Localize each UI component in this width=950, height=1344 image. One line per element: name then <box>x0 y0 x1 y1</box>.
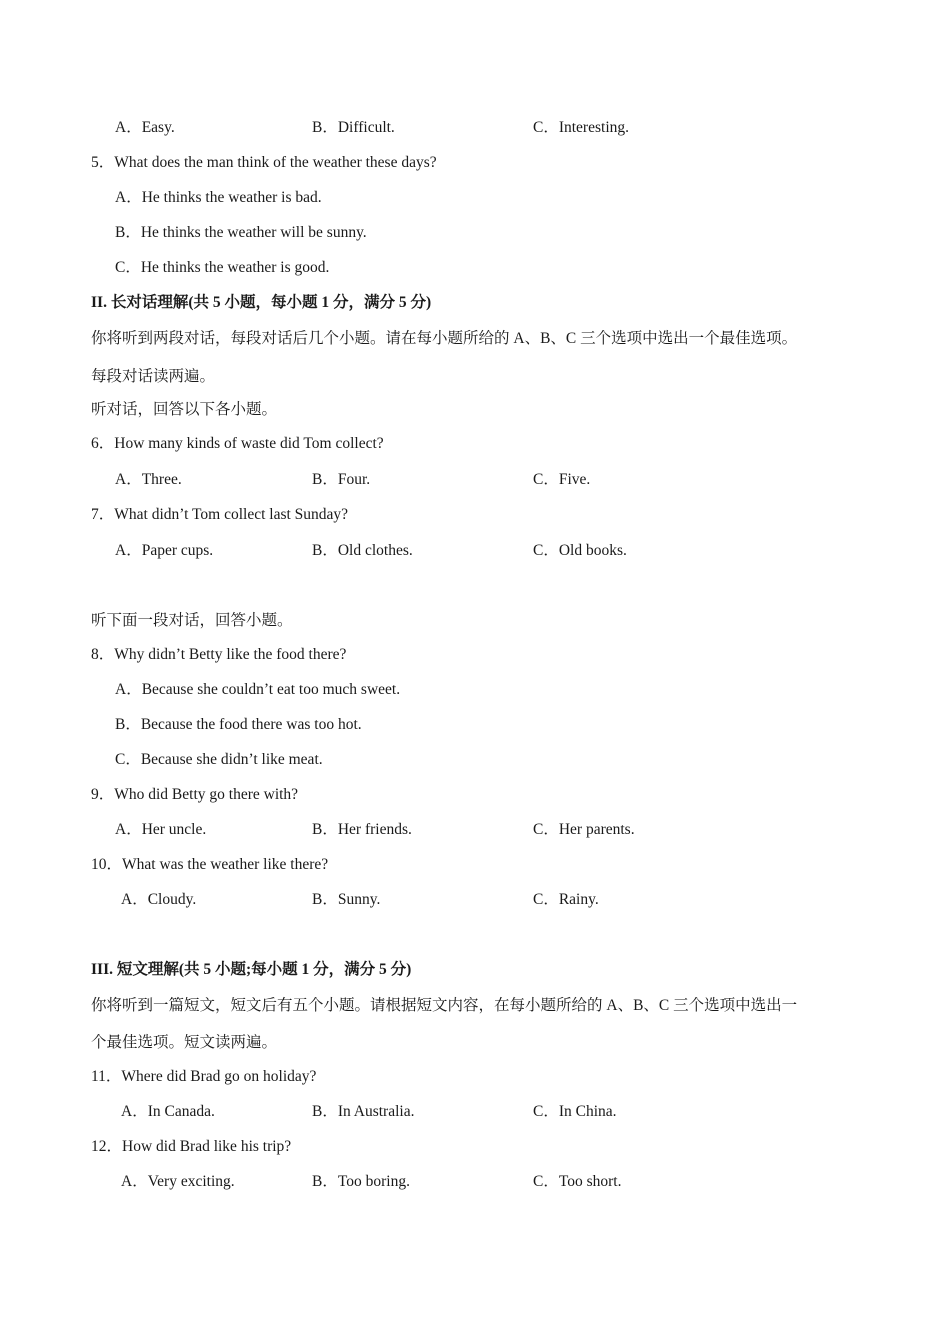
q7-option-a: A．Paper cups. <box>115 542 214 559</box>
q6-option-c: C．Five. <box>533 471 591 488</box>
q5-question: 5．What does the man think of the weather these days? <box>91 154 437 171</box>
section2-heading: II. 长对话理解(共 5 小题，每小题 1 分，满分 5 分) <box>91 294 432 311</box>
section3-instruction-line1: 你将听到一篇短文，短文后有五个小题。请根据短文内容，在每小题所给的 A、B、C 三个选项中选出一 <box>91 997 798 1014</box>
q6-question: 6．How many kinds of waste did Tom collect? <box>91 435 384 452</box>
section3-instruction-line2: 个最佳选项。短文读两遍。 <box>91 1034 278 1051</box>
q10-option-c: C．Rainy. <box>533 891 599 908</box>
q4-option-a: A．Easy. <box>115 119 175 136</box>
q7-question: 7．What didn’t Tom collect last Sunday? <box>91 506 349 523</box>
q9-option-b: B．Her friends. <box>312 821 412 838</box>
q12-option-c: C．Too short. <box>533 1173 622 1190</box>
q11-option-a: A．In Canada. <box>121 1103 215 1120</box>
section2-instruction-line2: 每段对话读两遍。 <box>91 368 216 385</box>
q8-question: 8．Why didn’t Betty like the food there? <box>91 646 347 663</box>
q8-option-c: C．Because she didn’t like meat. <box>115 751 323 768</box>
q10-option-b: B．Sunny. <box>312 891 381 908</box>
q11-option-b: B．In Australia. <box>312 1103 415 1120</box>
q6-option-b: B．Four. <box>312 471 371 488</box>
q7-option-b: B．Old clothes. <box>312 542 413 559</box>
q8-option-b: B．Because the food there was too hot. <box>115 716 362 733</box>
q6-option-a: A．Three. <box>115 471 182 488</box>
q12-option-b: B．Too boring. <box>312 1173 410 1190</box>
dialogue1-prompt: 听对话，回答以下各小题。 <box>91 401 278 418</box>
q4-option-b: B．Difficult. <box>312 119 395 136</box>
q11-option-c: C．In China. <box>533 1103 617 1120</box>
q7-option-c: C．Old books. <box>533 542 627 559</box>
section3-heading: III. 短文理解(共 5 小题;每小题 1 分，满分 5 分) <box>91 961 412 978</box>
section2-instruction-line1: 你将听到两段对话，每段对话后几个小题。请在每小题所给的 A、B、C 三个选项中选出一个最佳选项。 <box>91 330 798 347</box>
q12-option-a: A．Very exciting. <box>121 1173 235 1190</box>
dialogue2-prompt: 听下面一段对话，回答小题。 <box>91 612 293 629</box>
q4-option-c: C．Interesting. <box>533 119 629 136</box>
q11-question: 11．Where did Brad go on holiday? <box>91 1068 317 1085</box>
q10-option-a: A．Cloudy. <box>121 891 197 908</box>
q12-question: 12．How did Brad like his trip? <box>91 1138 292 1155</box>
q9-option-a: A．Her uncle. <box>115 821 207 838</box>
q9-option-c: C．Her parents. <box>533 821 635 838</box>
q5-option-c: C．He thinks the weather is good. <box>115 259 330 276</box>
q10-question: 10．What was the weather like there? <box>91 856 329 873</box>
q5-option-b: B．He thinks the weather will be sunny. <box>115 224 367 241</box>
q8-option-a: A．Because she couldn’t eat too much sweet. <box>115 681 401 698</box>
q9-question: 9．Who did Betty go there with? <box>91 786 299 803</box>
q5-option-a: A．He thinks the weather is bad. <box>115 189 322 206</box>
